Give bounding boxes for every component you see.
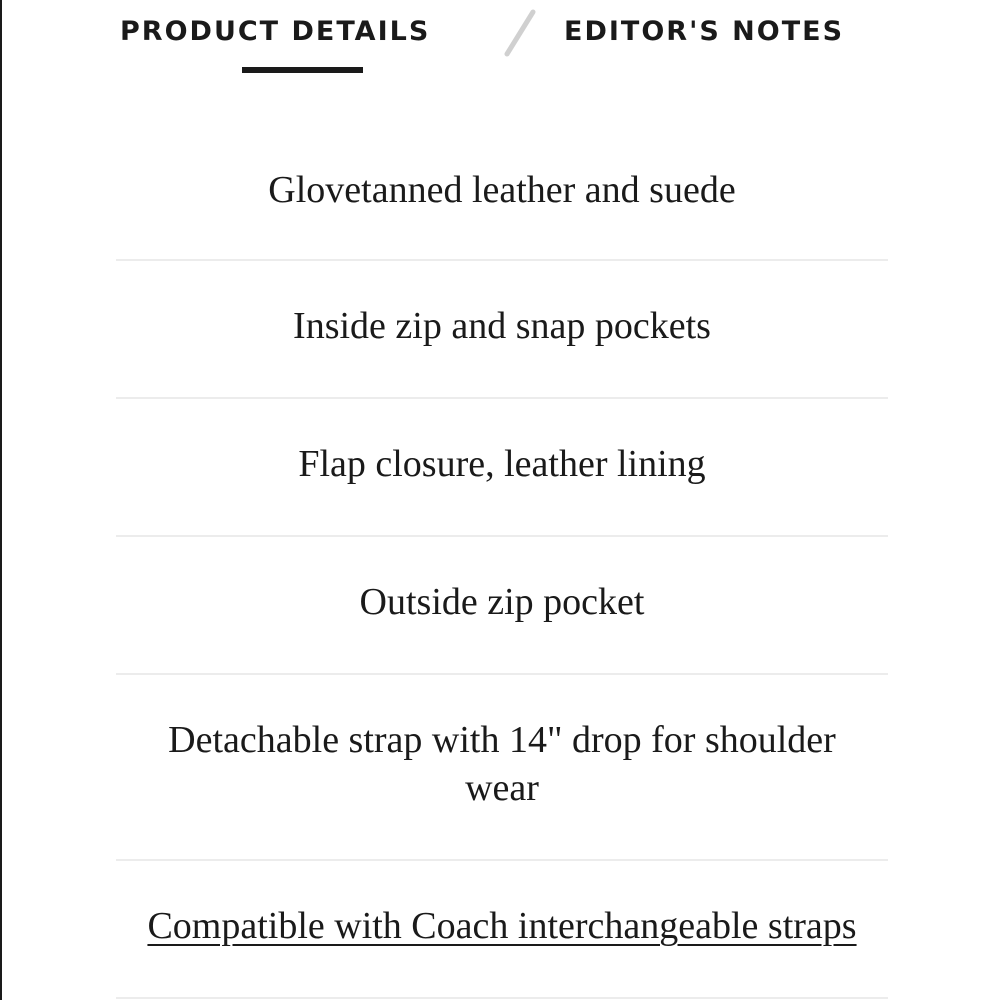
tab-separator-slash — [499, 8, 539, 58]
list-item — [116, 675, 888, 861]
detail-text: Flap closure, leather lining — [298, 443, 706, 485]
detail-text: Glovetanned leather and suede — [268, 169, 736, 211]
list-item — [116, 399, 888, 537]
detail-tabs — [2, 0, 1000, 80]
active-tab-indicator — [242, 67, 363, 73]
tab-product-details[interactable]: PRODUCT DETAILS — [120, 16, 431, 47]
compatible-straps-link[interactable]: Compatible with Coach interchangeable straps — [147, 905, 857, 947]
list-item — [116, 861, 888, 999]
detail-text: Detachable strap with 14" drop for shoulder wear — [168, 719, 836, 809]
list-item — [116, 537, 888, 675]
product-details-list — [116, 121, 888, 999]
list-item — [116, 261, 888, 399]
detail-text: Outside zip pocket — [359, 581, 645, 623]
tab-editors-notes[interactable]: EDITOR'S NOTES — [564, 16, 845, 47]
detail-text: Inside zip and snap pockets — [293, 305, 711, 347]
list-item — [116, 121, 888, 261]
